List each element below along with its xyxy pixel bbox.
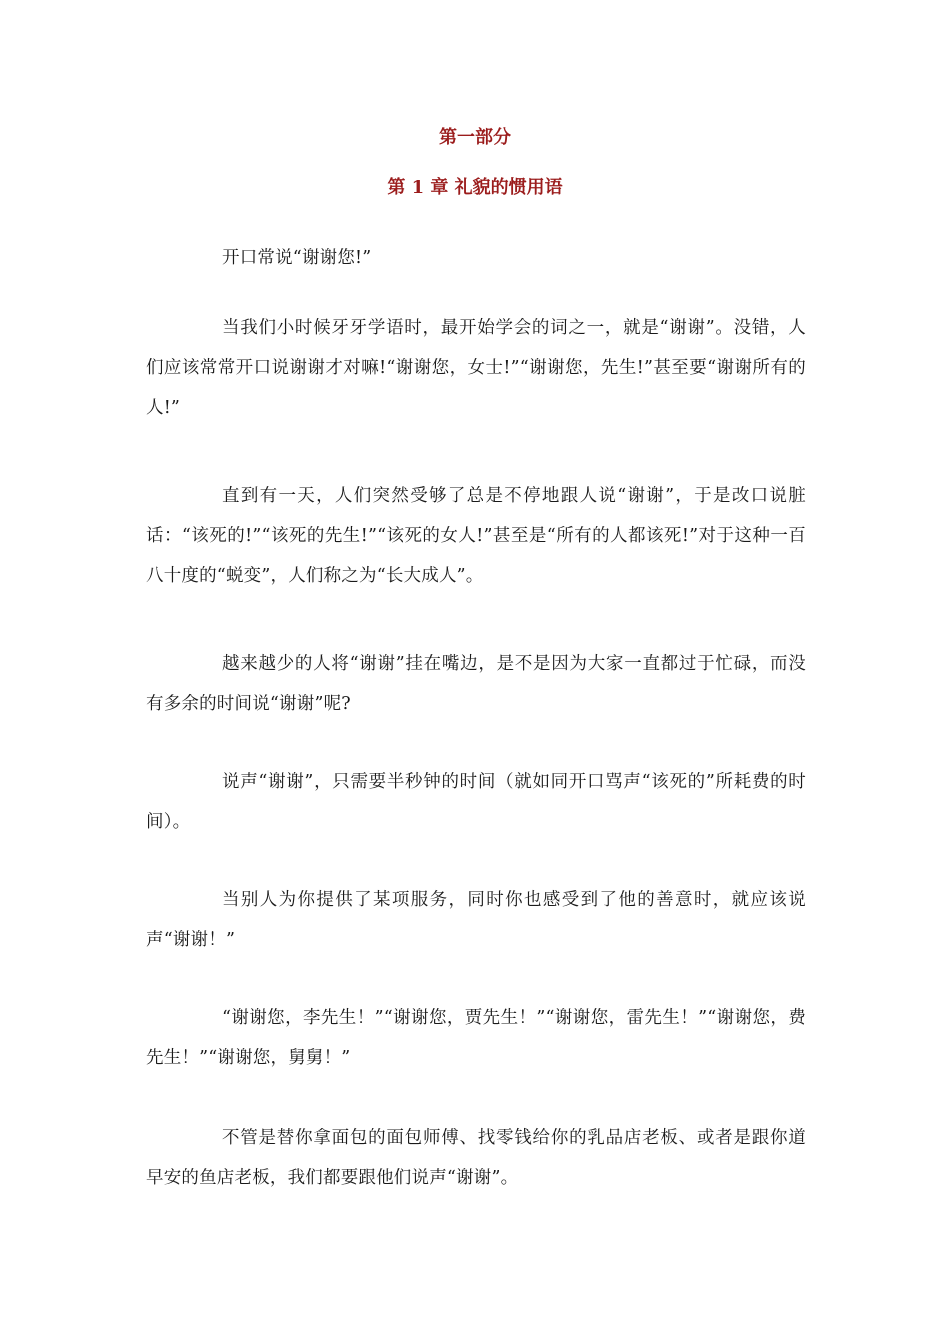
body-paragraph: 越来越少的人将“谢谢”挂在嘴边，是不是因为大家一直都过于忙碌，而没有多余的时间说“谢谢”呢? <box>146 654 806 714</box>
section-subtitle: 开口常说“谢谢您!” <box>222 248 372 268</box>
body-paragraph: 不管是替你拿面包的面包师傅、找零钱给你的乳品店老板、或者是跟你道早安的鱼店老板，我们都要跟他们说声“谢谢”。 <box>146 1128 806 1188</box>
body-paragraph: 直到有一天，人们突然受够了总是不停地跟人说“谢谢”，于是改口说脏话：“该死的!”“该死的先生!”“该死的女人!”甚至是“所有的人都该死!”对于这种一百八十度的“蜕变”，人们称之为“长大成人”。 <box>146 486 806 586</box>
part-title: 第一部分 <box>439 127 511 148</box>
body-paragraph: 当别人为你提供了某项服务，同时你也感受到了他的善意时，就应该说声“谢谢！” <box>146 890 806 950</box>
chapter-title: 第 1 章 礼貌的惯用语 <box>387 177 563 198</box>
body-paragraph: 说声“谢谢”，只需要半秒钟的时间（就如同开口骂声“该死的”所耗费的时间）。 <box>146 772 806 832</box>
body-paragraph: 当我们小时候牙牙学语时，最开始学会的词之一，就是“谢谢”。没错，人们应该常常开口说谢谢才对嘛!“谢谢您，女士!”“谢谢您，先生!”甚至要“谢谢所有的人!” <box>146 318 806 418</box>
body-paragraph: “谢谢您，李先生！”“谢谢您，贾先生！”“谢谢您，雷先生！”“谢谢您，费先生！”“谢谢您，舅舅！” <box>146 1008 806 1068</box>
